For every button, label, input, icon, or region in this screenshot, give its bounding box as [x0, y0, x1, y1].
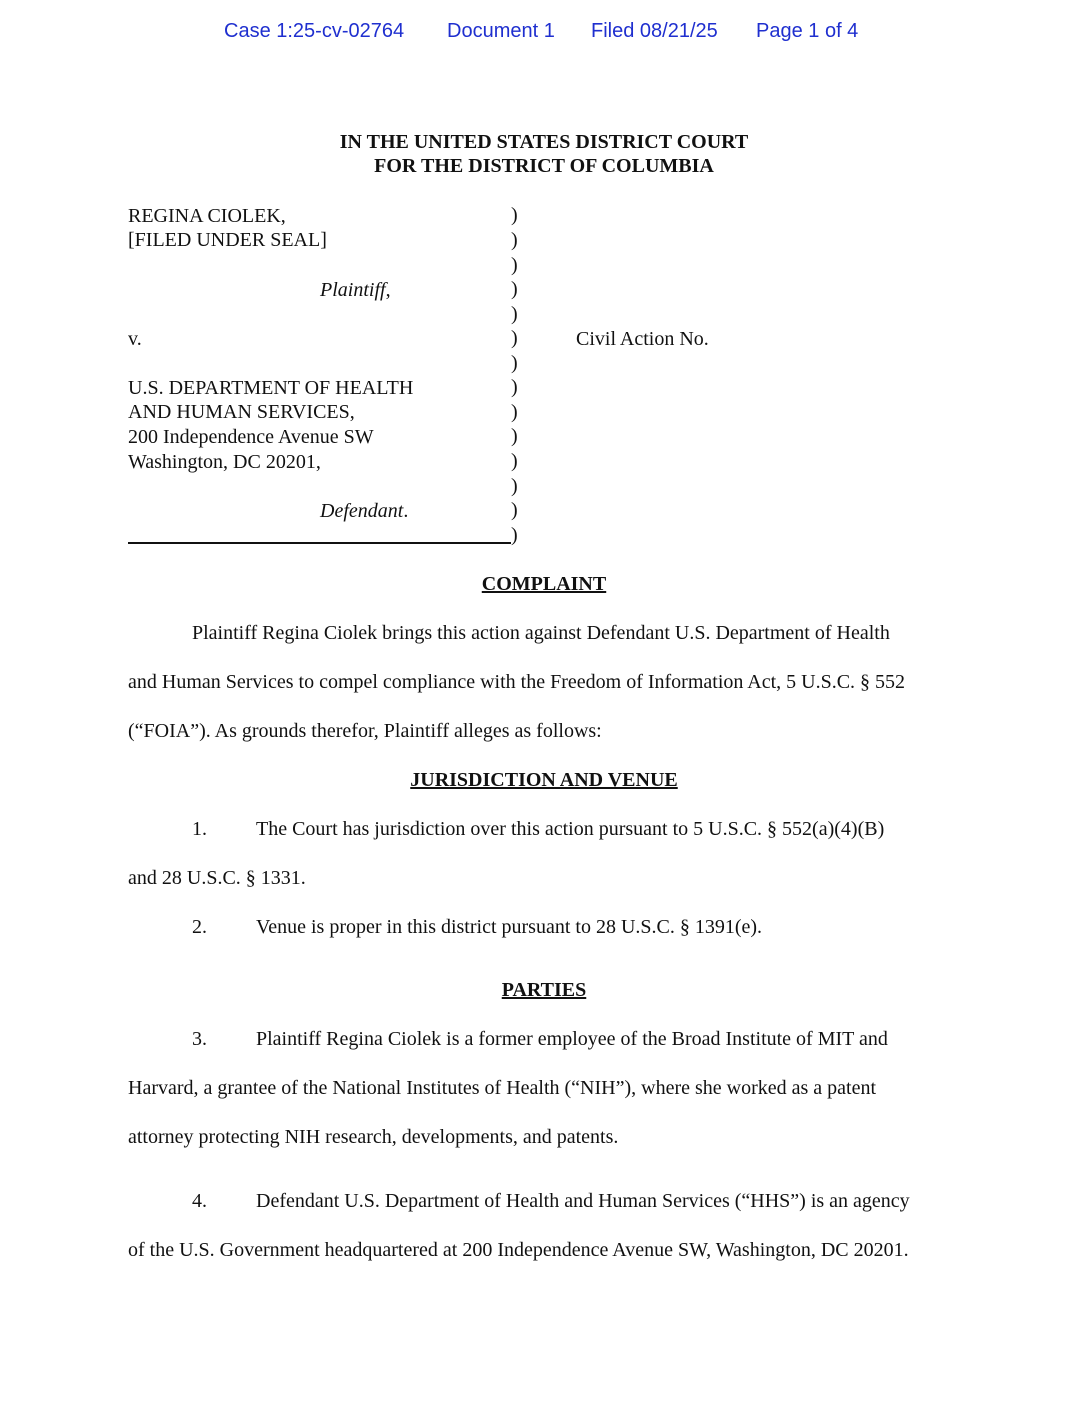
paragraph-3-line3: attorney protecting NIH research, developments, and patents. [128, 1126, 619, 1148]
caption-paren: ) [511, 401, 518, 423]
caption-paren: ) [511, 229, 518, 251]
paragraph-1-line2: and 28 U.S.C. § 1331. [128, 867, 306, 889]
civil-action-label: Civil Action No. [576, 328, 709, 350]
defendant-role-label: Defendant [320, 500, 404, 522]
paragraph-3-number: 3. [192, 1028, 207, 1050]
intro-line3: (“FOIA”). As grounds therefor, Plaintiff alleges as follows: [128, 720, 602, 742]
caption-paren: ) [511, 278, 518, 300]
paragraph-3-line1: Plaintiff Regina Ciolek is a former employee of the Broad Institute of MIT and [256, 1028, 888, 1050]
plaintiff-role [320, 278, 391, 302]
plaintiff-role-label: Plaintiff [320, 279, 386, 301]
complaint-heading: COMPLAINT [481, 573, 607, 595]
case-number: Case 1:25-cv-02764 [224, 20, 405, 42]
plaintiff-name: REGINA CIOLEK, [128, 205, 286, 227]
page-indicator: Page 1 of 4 [756, 20, 859, 42]
intro-line1: Plaintiff Regina Ciolek brings this action against Defendant U.S. Department of Health [192, 622, 890, 644]
caption-paren: ) [511, 254, 518, 276]
court-title-line1: IN THE UNITED STATES DISTRICT COURT [339, 131, 749, 153]
paragraph-2-number: 2. [192, 916, 207, 938]
paragraph-1-number: 1. [192, 818, 207, 840]
caption-paren: ) [511, 327, 518, 349]
jurisdiction-heading: JURISDICTION AND VENUE [410, 769, 678, 791]
document-number: Document 1 [447, 20, 555, 42]
paragraph-4-line1: Defendant U.S. Department of Health and Human Services (“HHS”) is an agency [256, 1190, 910, 1212]
parties-heading: PARTIES [501, 979, 587, 1001]
defendant-line3: 200 Independence Avenue SW [128, 426, 374, 448]
paragraph-4-number: 4. [192, 1190, 207, 1212]
defendant-role-punct: . [403, 500, 409, 522]
paragraph-4-line2: of the U.S. Government headquartered at 200 Independence Avenue SW, Washington, DC 20201. [128, 1239, 909, 1261]
defendant-role [320, 499, 408, 523]
caption-paren: ) [511, 376, 518, 398]
versus: v. [128, 328, 142, 350]
caption-paren: ) [511, 425, 518, 447]
filed-date: Filed 08/21/25 [591, 20, 718, 42]
plaintiff-role-punct: , [385, 279, 391, 301]
caption-paren: ) [511, 303, 518, 325]
caption-paren: ) [511, 352, 518, 374]
paragraph-3-line2: Harvard, a grantee of the National Institutes of Health (“NIH”), where she worked as a patent [128, 1077, 877, 1099]
caption-paren: ) [511, 524, 518, 546]
intro-line2: and Human Services to compel compliance with the Freedom of Information Act, 5 U.S.C. § 552 [128, 671, 906, 693]
court-title-line2: FOR THE DISTRICT OF COLUMBIA [374, 155, 714, 177]
caption-paren: ) [511, 204, 518, 226]
paragraph-2-line1: Venue is proper in this district pursuant to 28 U.S.C. § 1391(e). [256, 916, 763, 938]
defendant-line1: U.S. DEPARTMENT OF HEALTH [128, 377, 414, 399]
defendant-line2: AND HUMAN SERVICES, [128, 401, 355, 423]
defendant-line4: Washington, DC 20201, [128, 451, 321, 473]
caption-paren: ) [511, 450, 518, 472]
caption-paren: ) [511, 499, 518, 521]
paragraph-1-line1: The Court has jurisdiction over this action pursuant to 5 U.S.C. § 552(a)(4)(B) [256, 818, 885, 840]
plaintiff-seal: [FILED UNDER SEAL] [128, 229, 327, 251]
caption-rule [128, 542, 511, 544]
caption-paren: ) [511, 475, 518, 497]
